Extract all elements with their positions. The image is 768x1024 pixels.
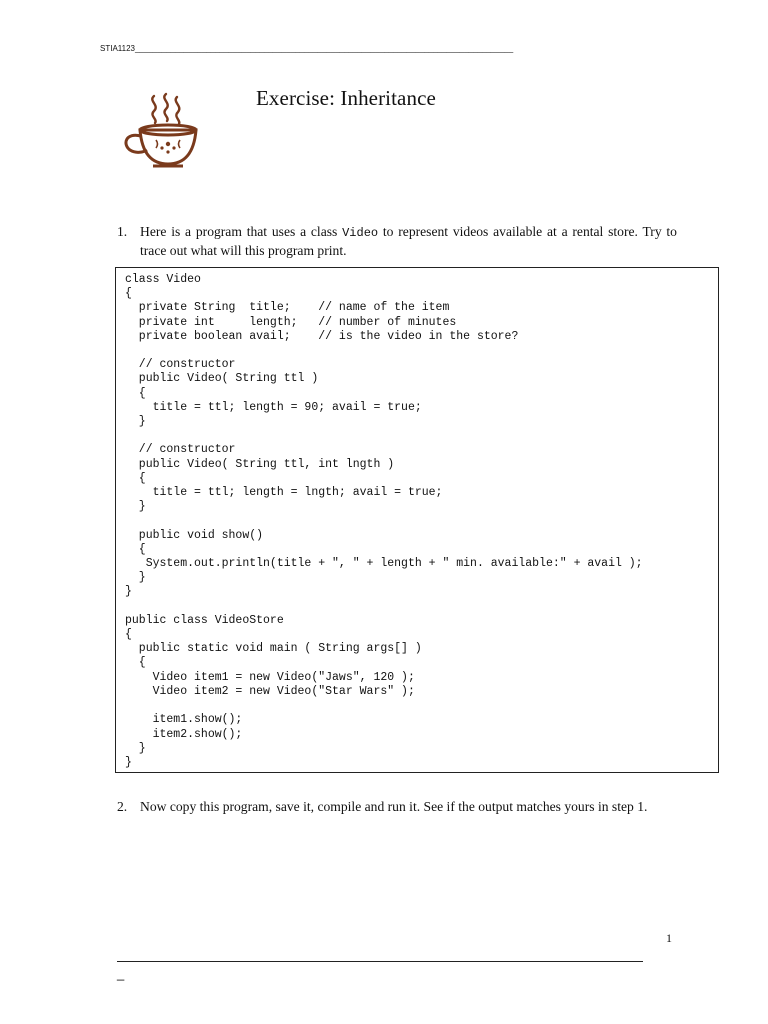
question-1 xyxy=(117,223,677,259)
code-line: // constructor xyxy=(125,443,236,457)
question-2-text: Now copy this program, save it, compile and run it. See if the output matches yours in step 1. xyxy=(140,799,648,814)
code-line: } xyxy=(125,415,146,429)
code-line: { xyxy=(125,386,146,400)
code-line: public static void main ( String args[] ) xyxy=(125,642,422,656)
code-line: item2.show(); xyxy=(125,727,243,741)
code-line xyxy=(125,344,718,358)
question-2 xyxy=(117,798,677,815)
code-line: title = ttl; length = lngth; avail = true; xyxy=(125,486,443,500)
code-line: { xyxy=(125,628,132,642)
code-line: { xyxy=(125,471,146,485)
code-line: } xyxy=(125,741,146,755)
code-line: class Video xyxy=(125,273,201,286)
code-line: } xyxy=(125,571,146,585)
code-line xyxy=(125,514,718,528)
course-code-header: STIA1123_____________________________________________________________________________________ xyxy=(100,44,514,53)
code-line: item1.show(); xyxy=(125,713,243,727)
page-title: Exercise: Inheritance xyxy=(256,86,436,110)
code-line: public void show() xyxy=(125,528,264,542)
code-line: { xyxy=(125,656,146,670)
code-line: // constructor xyxy=(125,358,236,372)
code-line: title = ttl; length = 90; avail = true; xyxy=(125,400,422,414)
code-line: private String title; // name of the item xyxy=(125,301,450,315)
code-listing xyxy=(125,273,718,770)
code-line: Video item1 = new Video("Jaws", 120 ); xyxy=(125,670,415,684)
code-line: public Video( String ttl ) xyxy=(125,372,319,386)
code-line xyxy=(125,699,718,713)
question-1-text: Here is a program that uses a class Video to represent videos available at a rental store. Try to trace out what will this program print. xyxy=(140,224,677,258)
code-line xyxy=(125,600,718,614)
code-line: System.out.println(title + ", " + length + " min. available:" + avail ); xyxy=(125,557,643,571)
code-listing-box xyxy=(115,267,719,773)
code-line: { xyxy=(125,542,146,556)
coffee-cup-icon xyxy=(118,92,210,172)
code-line: public class VideoStore xyxy=(125,613,284,627)
code-line: } xyxy=(125,500,146,514)
footer-dash: _ xyxy=(117,966,125,981)
code-line: } xyxy=(125,755,132,769)
footer-rule xyxy=(117,961,643,962)
code-line: { xyxy=(125,287,132,301)
code-line: } xyxy=(125,585,132,599)
code-line xyxy=(125,429,718,443)
question-1-number: 1. xyxy=(117,224,128,239)
inline-class-name: Video xyxy=(342,226,379,240)
page-number: 1 xyxy=(666,931,672,945)
code-line: Video item2 = new Video("Star Wars" ); xyxy=(125,684,415,698)
code-line: public Video( String ttl, int lngth ) xyxy=(125,457,395,471)
code-line: private int length; // number of minutes xyxy=(125,315,457,329)
question-2-number: 2. xyxy=(117,799,128,814)
code-line: private boolean avail; // is the video in the store? xyxy=(125,329,519,343)
